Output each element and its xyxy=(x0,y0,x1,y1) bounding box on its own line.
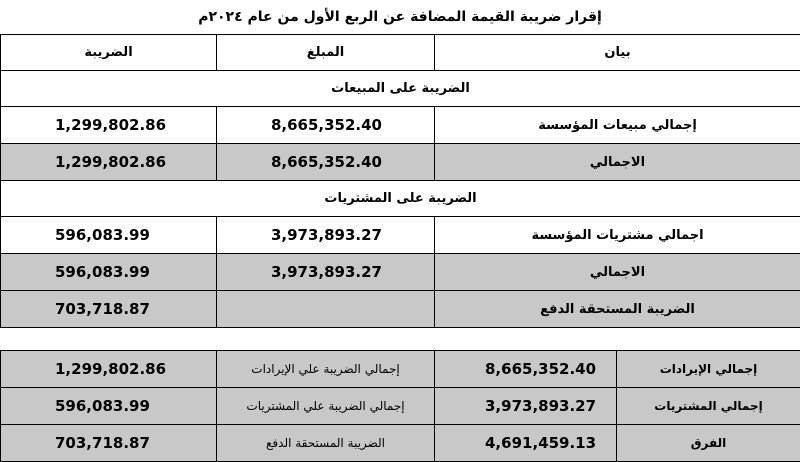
row-amount: 8,665,352.40 xyxy=(217,144,435,181)
summary-row xyxy=(1,388,800,425)
summary-amount: 8,665,352.40 xyxy=(435,351,617,388)
row-label: الاجمالي xyxy=(435,144,800,181)
table-row xyxy=(1,107,800,144)
header-tax: الضريبة xyxy=(1,35,217,71)
row-tax: 1,299,802.86 xyxy=(1,144,217,181)
section-heading-row xyxy=(1,181,800,217)
summary-amount: 4,691,459.13 xyxy=(435,425,617,462)
vat-summary-table xyxy=(0,350,800,462)
summary-tax-label: إجمالي الضريبة علي المشتريات xyxy=(217,388,435,425)
table-header-row xyxy=(1,35,800,71)
summary-label: إجمالي المشتريات xyxy=(617,388,800,425)
summary-row xyxy=(1,425,800,462)
summary-tax-label: إجمالي الضريبة علي الإيرادات xyxy=(217,351,435,388)
table-row xyxy=(1,217,800,254)
row-amount: 8,665,352.40 xyxy=(217,107,435,144)
section-heading-row xyxy=(1,71,800,107)
row-tax: 703,718.87 xyxy=(1,291,217,328)
table-row xyxy=(1,144,800,181)
purchases-section-heading: الضريبة على المشتريات xyxy=(1,181,800,217)
sales-section-heading: الضريبة على المبيعات xyxy=(1,71,800,107)
summary-amount: 3,973,893.27 xyxy=(435,388,617,425)
header-statement: بيان xyxy=(435,35,800,71)
row-label: الضريبة المستحقة الدفع xyxy=(435,291,800,328)
row-tax: 596,083.99 xyxy=(1,254,217,291)
row-amount: 3,973,893.27 xyxy=(217,254,435,291)
row-label: إجمالي مبيعات المؤسسة xyxy=(435,107,800,144)
summary-tax: 1,299,802.86 xyxy=(1,351,217,388)
vat-main-table xyxy=(0,34,800,359)
table-row xyxy=(1,291,800,328)
summary-tax: 703,718.87 xyxy=(1,425,217,462)
table-row xyxy=(1,254,800,291)
header-amount: المبلغ xyxy=(217,35,435,71)
row-amount-empty xyxy=(217,291,435,328)
row-tax: 1,299,802.86 xyxy=(1,107,217,144)
summary-tax: 596,083.99 xyxy=(1,388,217,425)
summary-label: إجمالي الإيرادات xyxy=(617,351,800,388)
row-tax: 596,083.99 xyxy=(1,217,217,254)
row-label: اجمالي مشتريات المؤسسة xyxy=(435,217,800,254)
summary-label: الفرق xyxy=(617,425,800,462)
summary-tax-label: الضريبة المستحقة الدفع xyxy=(217,425,435,462)
page-title: إقرار ضريبة القيمة المضافة عن الربع الأول من عام ٢٠٢٤م xyxy=(0,0,800,34)
summary-row xyxy=(1,351,800,388)
row-label: الاجمالي xyxy=(435,254,800,291)
row-amount: 3,973,893.27 xyxy=(217,217,435,254)
